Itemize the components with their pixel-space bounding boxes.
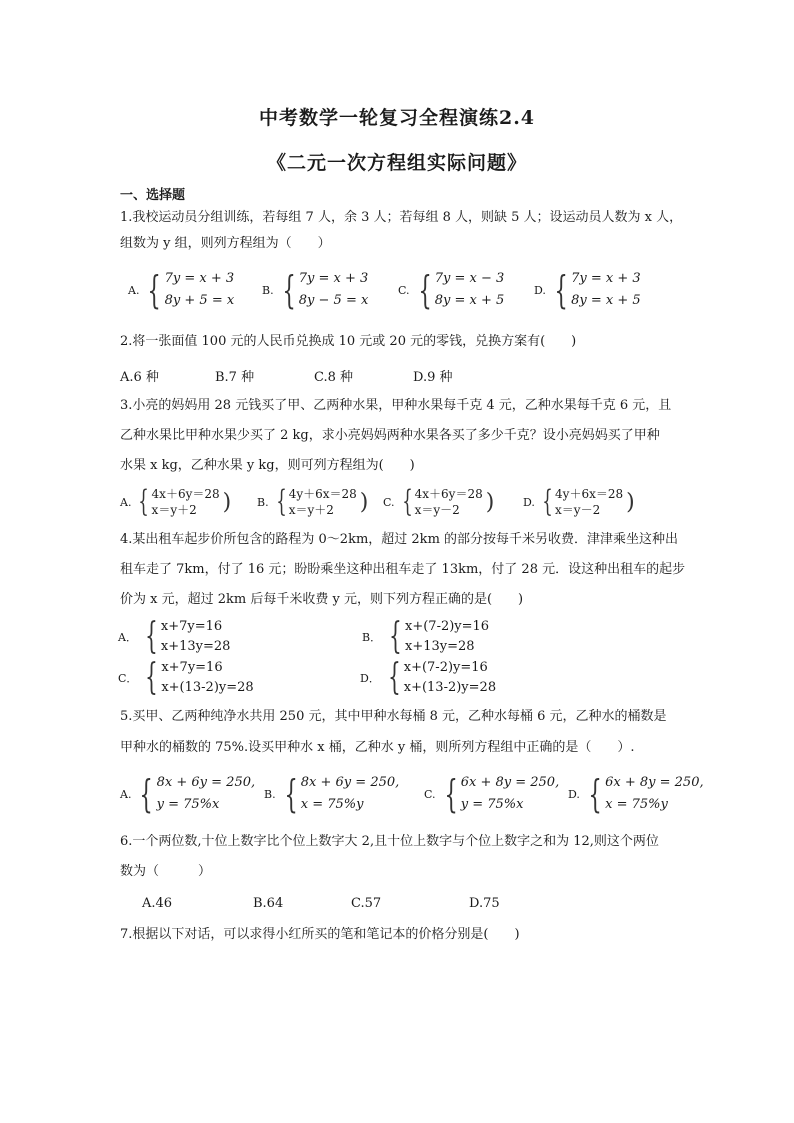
q1-text-line1: 1.我校运动员分组训练，若每组 7 人，余 3 人；若每组 8 人，则缺 5 人；设运动员人数为 x 人，: [120, 210, 683, 225]
q4-option-b: B． { x+(7-2)y=16 x+13y=28: [362, 616, 490, 657]
q4-text-line1: 4.某出租车起步价所包含的路程为 0～2km，超过 2km 的部分按每千米另收费．津津乘坐这种出: [120, 532, 679, 547]
q5-option-c: C. { 6x + 8y = 250, y = 75%x: [424, 772, 560, 816]
brace-icon: {: [139, 772, 154, 816]
brace-icon: {: [284, 772, 298, 816]
q1-option-c: C. { 7y = x − 3 8y = x + 5: [398, 268, 505, 312]
paren-icon: ): [222, 489, 232, 515]
q6-text-line2: 数为（ ）: [120, 864, 212, 879]
brace-icon: {: [588, 772, 602, 816]
q5-option-b: B. { 8x + 6y = 250, x = 75%y: [264, 772, 400, 816]
q7-text-line1: 7.根据以下对话，可以求得小红所买的笔和笔记本的价格分别是( ): [120, 927, 520, 942]
q5-text-line1: 5.买甲、乙两种纯净水共用 250 元，其中甲种水每桶 8 元，乙种水每桶 6 元，乙种水的桶数是: [120, 709, 667, 724]
q5-text-line2: 甲种水的桶数的 75%.设买甲种水 x 桶，乙种水 y 桶，则所列方程组中正确的是（ ）.: [120, 740, 635, 755]
paren-icon: ): [626, 489, 635, 515]
brace-icon: {: [443, 772, 458, 816]
q1-text-line2: 组数为 y 组，则列方程组为（ ）: [120, 236, 331, 251]
brace-icon: {: [554, 268, 568, 312]
brace-icon: {: [542, 484, 553, 519]
brace-icon: {: [138, 484, 150, 519]
section-heading: 一、选择题: [120, 188, 186, 203]
q2-text-line1: 2.将一张面值 100 元的人民币兑换成 10 元或 20 元的零钱，兑换方案有( ): [120, 334, 577, 349]
q3-option-c: C. { 4x＋6y＝28 x＝y－2 ): [383, 484, 495, 519]
q3-option-d: D. { 4y＋6x＝28 x＝y－2 ): [523, 484, 635, 519]
q1-option-d: D. { 7y = x + 3 8y = x + 5: [534, 268, 641, 312]
brace-icon: {: [145, 616, 158, 657]
brace-icon: {: [282, 268, 296, 312]
q1-option-b: B. { 7y = x + 3 8y − 5 = x: [262, 268, 369, 312]
q2-option-c: C.8 种: [314, 370, 354, 385]
brace-icon: {: [389, 616, 402, 657]
paren-icon: ): [359, 489, 369, 515]
q5-option-d: D. { 6x + 8y = 250, x = 75%y: [568, 772, 704, 816]
q4-text-line3: 价为 x 元，超过 2km 后每千米收费 y 元，则下列方程正确的是( ): [120, 592, 524, 607]
q6-option-a: A.46: [142, 896, 173, 911]
paren-icon: ): [485, 489, 495, 515]
q2-option-b: B.7 种: [215, 370, 255, 385]
q2-option-d: D.9 种: [413, 370, 453, 385]
page-title: 中考数学一轮复习全程演练2.4: [258, 107, 536, 129]
q4-text-line2: 租车走了 7km，付了 16 元；盼盼乘坐这种出租车走了 13km，付了 28 元．设这种出租车的起步: [120, 562, 686, 577]
q6-option-b: B.64: [253, 896, 284, 911]
q4-option-c: C． { x+7y=16 x+(13-2)y=28: [118, 657, 254, 698]
q6-option-d: D.75: [469, 896, 500, 911]
q3-text-line1: 3.小亮的妈妈用 28 元钱买了甲、乙两种水果，甲种水果每千克 4 元，乙种水果每千克 6 元，且: [120, 398, 672, 413]
q4-option-a: A． { x+7y=16 x+13y=28: [118, 616, 231, 657]
brace-icon: {: [275, 484, 287, 519]
brace-icon: {: [417, 268, 432, 312]
q3-text-line3: 水果 x kg，乙种水果 y kg，则可列方程组为( ): [120, 458, 415, 473]
q2-option-a: A.6 种: [120, 370, 159, 385]
page-subtitle: 《二元一次方程组实际问题》: [266, 152, 527, 174]
q6-option-c: C.57: [351, 896, 382, 911]
q1-option-a: A. { 7y = x + 3 8y + 5 = x: [128, 268, 235, 312]
q3-option-a: A. { 4x＋6y＝28 x＝y＋2 ): [120, 484, 232, 519]
q4-option-d: D． { x+(7-2)y=16 x+(13-2)y=28: [360, 657, 497, 698]
q3-text-line2: 乙种水果比甲种水果少买了 2 kg，求小亮妈妈两种水果各买了多少千克？设小亮妈妈买了甲种: [120, 428, 660, 443]
q6-text-line1: 6.一个两位数,十位上数字比个位上数字大 2,且十位上数字与个位上数字之和为 12,则这个两位: [120, 834, 659, 849]
brace-icon: {: [401, 484, 413, 519]
brace-icon: {: [387, 657, 401, 698]
q5-option-a: A. { 8x + 6y = 250, y = 75%x: [120, 772, 256, 816]
brace-icon: {: [147, 268, 162, 312]
q3-option-b: B. { 4y＋6x＝28 x＝y＋2 ): [257, 484, 369, 519]
brace-icon: {: [145, 657, 159, 698]
